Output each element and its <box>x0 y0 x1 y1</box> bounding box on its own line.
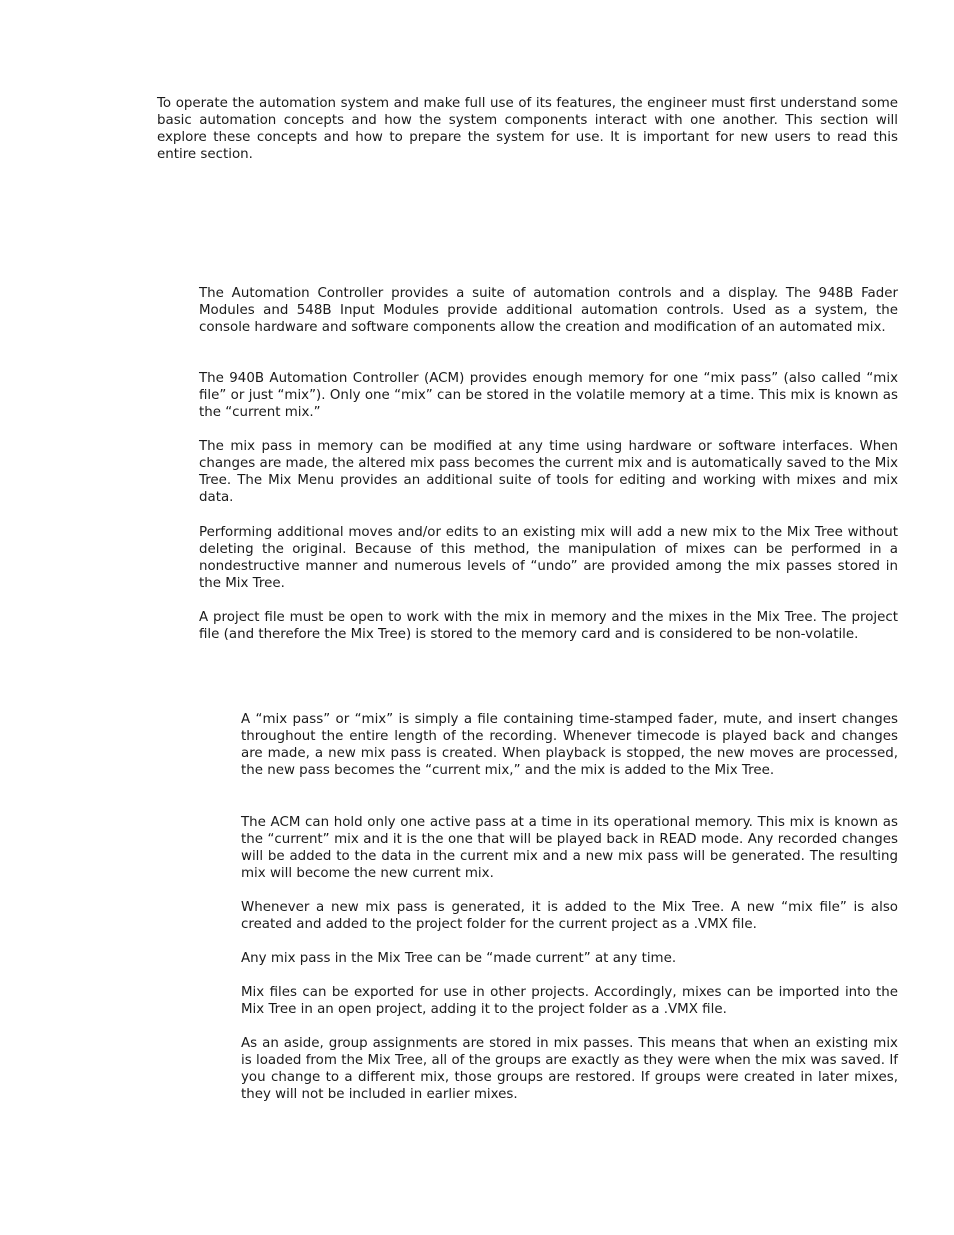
intro-paragraph: To operate the automation system and make full use of its features, the engineer must first understand some basic automation concepts and how the system components interact with one another. This section will explore these concepts and how to prepare the system for use. It is important for new users to read this entire section. <box>157 96 898 163</box>
overview-paragraph-5: A project file must be open to work with the mix in memory and the mixes in the Mix Tree. The project file (and therefore the Mix Tree) is stored to the memory card and is considered to be non-volatile. <box>199 610 898 643</box>
mix-passes-paragraph-2: The ACM can hold only one active pass at a time in its operational memory. This mix is known as the “current” mix and it is the one that will be played back in READ mode. Any recorded changes will be added to the data in the current mix and a new mix pass will be generated. The resulting mix will become the new current mix. <box>241 815 898 882</box>
overview-paragraph-2: The 940B Automation Controller (ACM) provides enough memory for one “mix pass” (also called “mix file” or just “mix”). Only one “mix” can be stored in the volatile memory at a time. This mix is known as the “current mix.” <box>199 371 898 421</box>
mix-passes-paragraph-1: A “mix pass” or “mix” is simply a file containing time-stamped fader, mute, and insert changes throughout the entire length of the recording. Whenever timecode is played back and changes are made, a new mix pass is created. When playback is stopped, the new moves are processed, the new pass becomes the “current mix,” and the mix is added to the Mix Tree. <box>241 712 898 779</box>
mix-passes-paragraph-3: Whenever a new mix pass is generated, it is added to the Mix Tree. A new “mix file” is also created and added to the project folder for the current project as a .VMX file. <box>241 900 898 933</box>
overview-paragraph-1: The Automation Controller provides a suite of automation controls and a display. The 948B Fader Modules and 548B Input Modules provide additional automation controls. Used as a system, the console hardware and software components allow the creation and modification of an automated mix. <box>199 286 898 336</box>
mix-passes-paragraph-4: Any mix pass in the Mix Tree can be “made current” at any time. <box>241 951 677 966</box>
mix-passes-paragraph-6: As an aside, group assignments are stored in mix passes. This means that when an existing mix is loaded from the Mix Tree, all of the groups are exactly as they were when the mix was saved. If you change to a different mix, those groups are restored. If groups were created in later mixes, they will not be included in earlier mixes. <box>241 1036 898 1103</box>
mix-passes-paragraph-5: Mix files can be exported for use in other projects. Accordingly, mixes can be imported into the Mix Tree in an open project, adding it to the project folder as a .VMX file. <box>241 985 898 1018</box>
overview-paragraph-4: Performing additional moves and/or edits to an existing mix will add a new mix to the Mix Tree without deleting the original. Because of this method, the manipulation of mixes can be performed in a nondestructive manner and numerous levels of “undo” are provided among the mix passes stored in the Mix Tree. <box>199 525 898 592</box>
overview-paragraph-3: The mix pass in memory can be modified at any time using hardware or software interfaces. When changes are made, the altered mix pass becomes the current mix and is automatically saved to the Mix Tree. The Mix Menu provides an additional suite of tools for editing and working with mixes and mix data. <box>199 439 898 506</box>
